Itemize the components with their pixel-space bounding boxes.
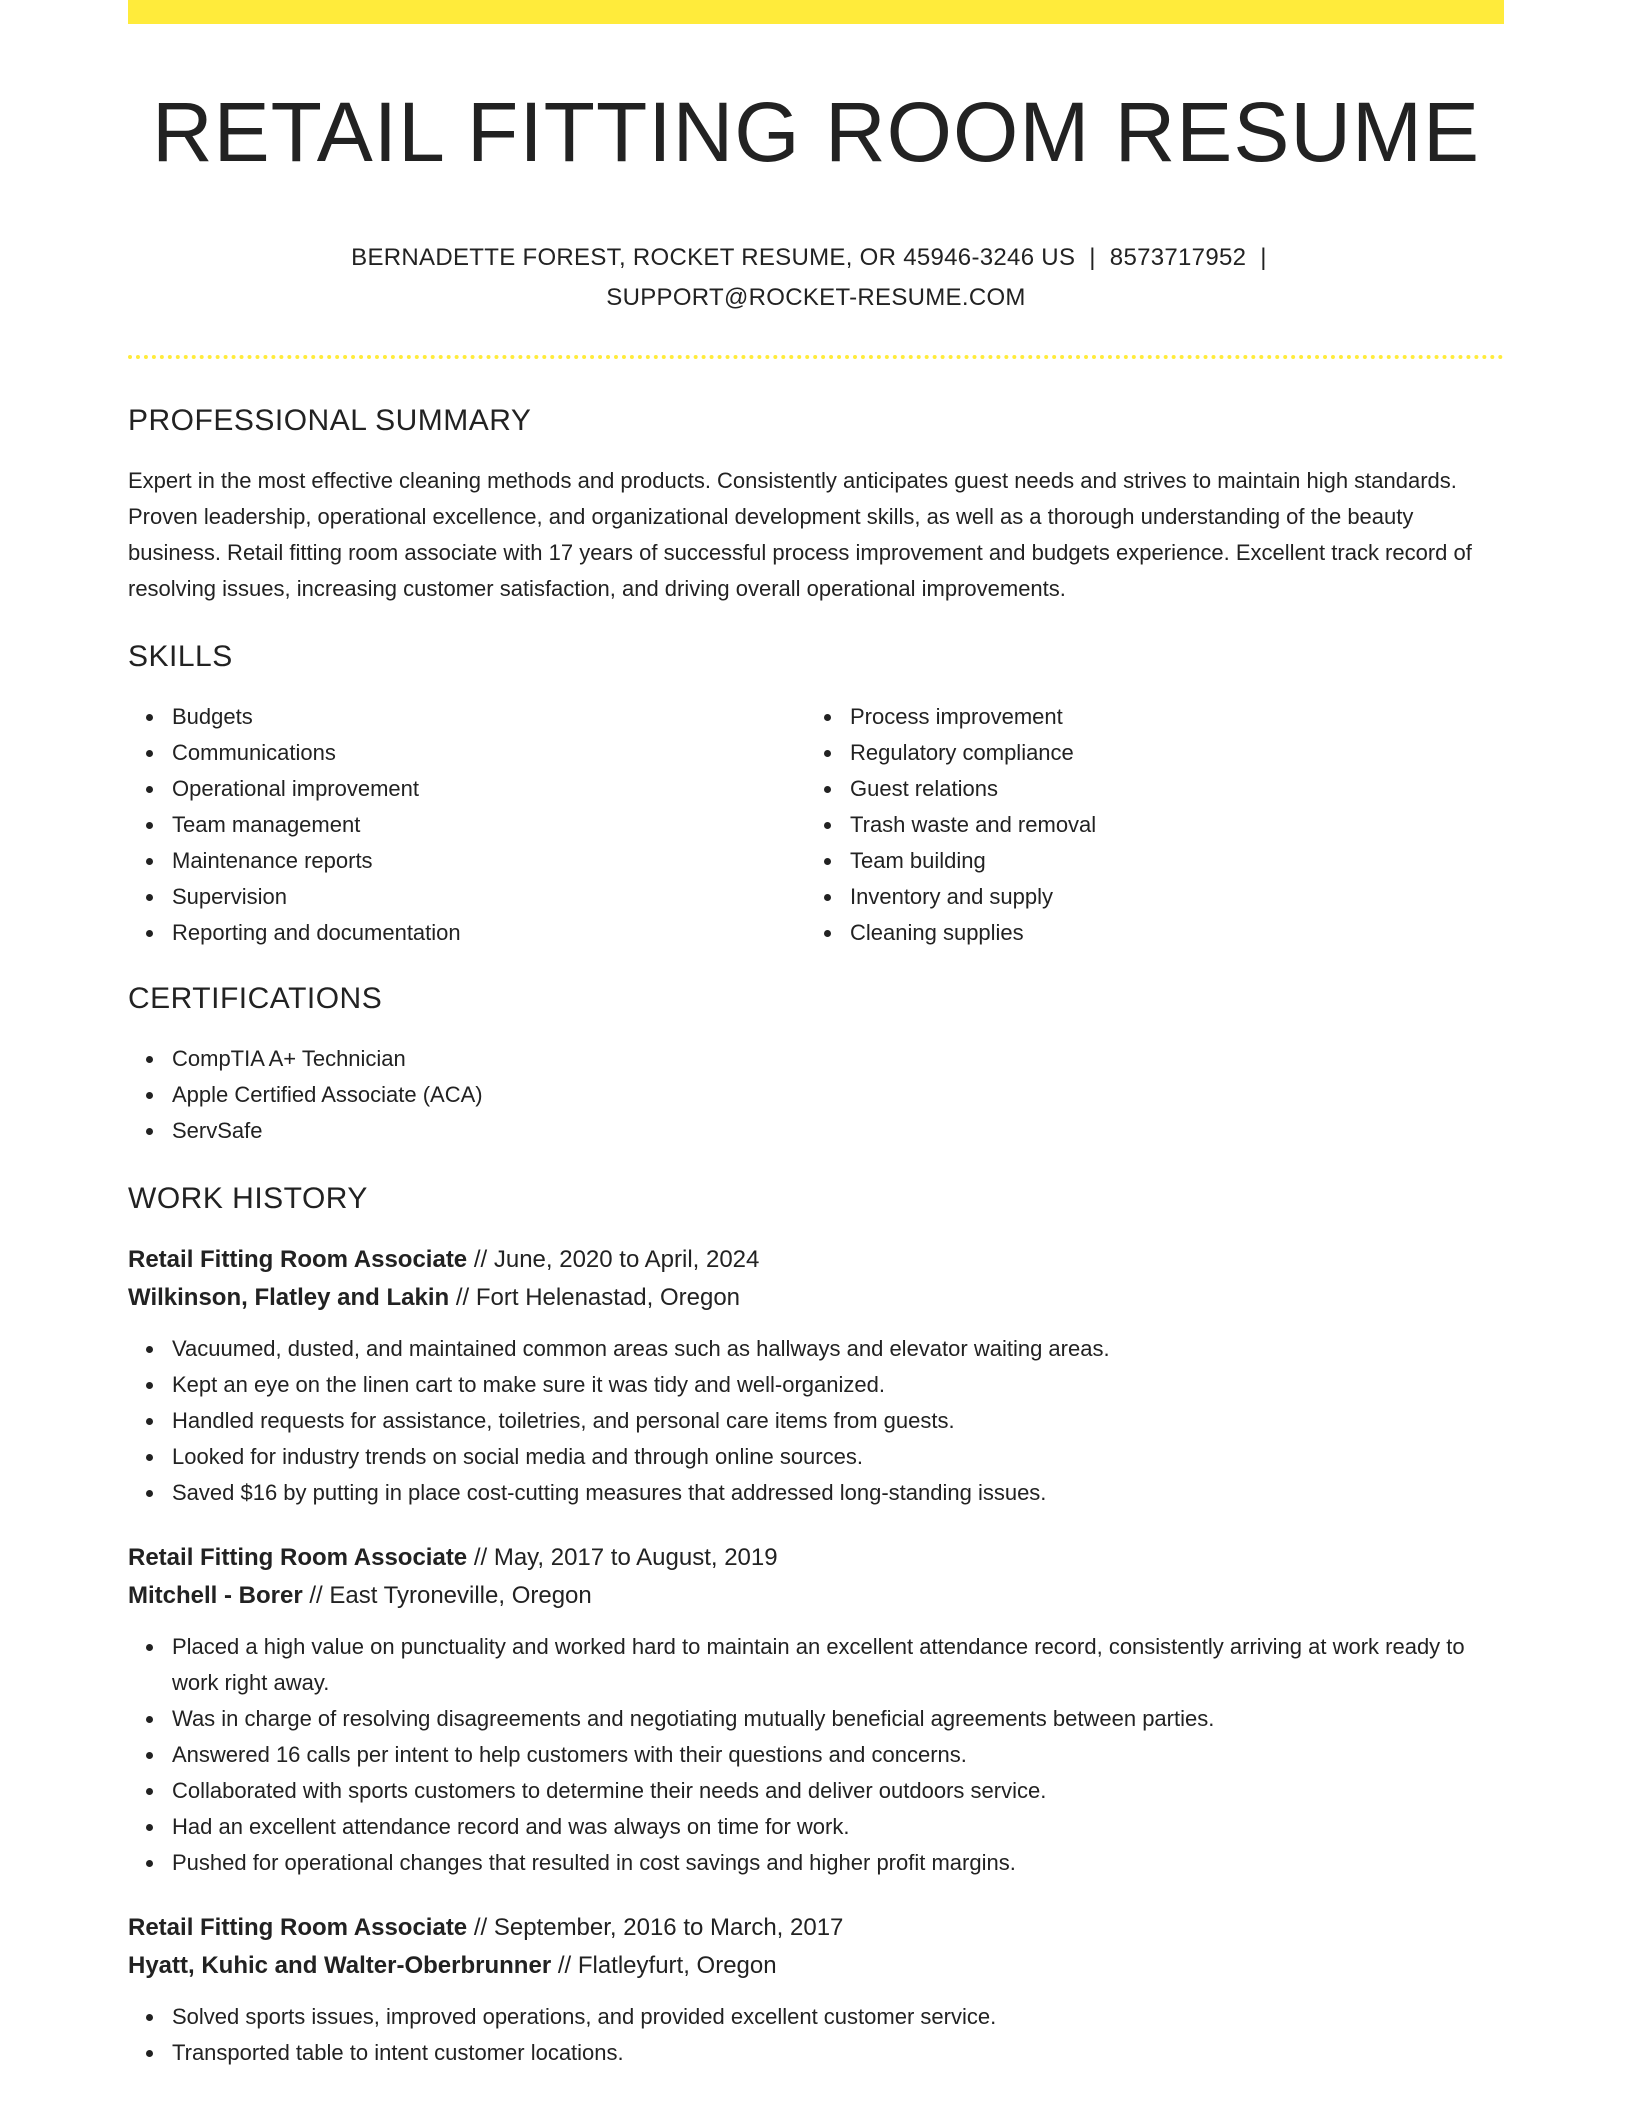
- job-title-line: [128, 1241, 1504, 1279]
- skill-item: Trash waste and removal: [850, 807, 1484, 843]
- job-dates: June, 2020 to April, 2024: [493, 1246, 760, 1274]
- job-bullet: Placed a high value on punctuality and worked hard to maintain an excellent attendance record, consistently arriving at work ready to work right away.: [172, 1629, 1504, 1701]
- contact-separator: |: [1089, 244, 1096, 272]
- skills-column-right: [806, 699, 1484, 951]
- job-company-line: [128, 1577, 1504, 1615]
- job-company: Hyatt, Kuhic and Walter-Oberbrunner: [128, 1952, 552, 1980]
- skill-item: Inventory and supply: [850, 879, 1484, 915]
- job-dates: May, 2017 to August, 2019: [493, 1544, 778, 1572]
- job-title: Retail Fitting Room Associate: [128, 1246, 468, 1274]
- skills-column-left: [128, 699, 806, 951]
- job-bullet: Kept an eye on the linen cart to make sure it was tidy and well-organized.: [172, 1367, 1504, 1403]
- job-bullet: Handled requests for assistance, toiletries, and personal care items from guests.: [172, 1403, 1504, 1439]
- certifications-section: [128, 979, 1504, 1149]
- certifications-list: [128, 1041, 1504, 1149]
- skills-section: [128, 637, 1504, 951]
- skill-item: Supervision: [172, 879, 806, 915]
- job-separator: //: [309, 1582, 323, 1610]
- job-bullet: Pushed for operational changes that resulted in cost savings and higher profit margins.: [172, 1845, 1504, 1881]
- job-title-line: [128, 1909, 1504, 1947]
- job-bullets: [128, 1999, 1504, 2071]
- section-heading-summary: PROFESSIONAL SUMMARY: [128, 404, 532, 438]
- job-entry: [128, 1539, 1504, 1881]
- certification-item: CompTIA A+ Technician: [172, 1041, 1504, 1077]
- job-separator: //: [557, 1952, 572, 1980]
- job-bullet: Collaborated with sports customers to determine their needs and deliver outdoors service.: [172, 1773, 1504, 1809]
- skill-item: Budgets: [172, 699, 806, 735]
- job-bullet: Had an excellent attendance record and was always on time for work.: [172, 1809, 1504, 1845]
- resume-page: [128, 0, 1504, 2112]
- job-entry: [128, 1909, 1504, 2071]
- contact-separator: |: [1260, 244, 1267, 272]
- job-bullet: Was in charge of resolving disagreements and negotiating mutually beneficial agreements between parties.: [172, 1701, 1504, 1737]
- job-separator: //: [473, 1544, 488, 1572]
- job-title-line: [128, 1539, 1504, 1577]
- contact-info: [316, 238, 1316, 318]
- dotted-divider: [128, 355, 1504, 359]
- job-dates: September, 2016 to March, 2017: [493, 1914, 844, 1942]
- job-company-line: [128, 1947, 1504, 1985]
- job-company: Mitchell - Borer: [128, 1582, 303, 1610]
- contact-address: BERNADETTE FOREST, ROCKET RESUME, OR 45946-3246 US: [351, 244, 1076, 272]
- job-location: Fort Helenastad, Oregon: [475, 1284, 741, 1312]
- job-entry: [128, 1241, 1504, 1511]
- job-bullet: Solved sports issues, improved operations, and provided excellent customer service.: [172, 1999, 1504, 2035]
- job-bullets: [128, 1629, 1504, 1881]
- job-title: Retail Fitting Room Associate: [128, 1544, 468, 1572]
- contact-email: SUPPORT@ROCKET-RESUME.COM: [606, 284, 1026, 312]
- certification-item: ServSafe: [172, 1113, 1504, 1149]
- job-bullet: Answered 16 calls per intent to help customers with their questions and concerns.: [172, 1737, 1504, 1773]
- job-title: Retail Fitting Room Associate: [128, 1914, 468, 1942]
- skill-item: Operational improvement: [172, 771, 806, 807]
- contact-phone: 8573717952: [1109, 244, 1247, 272]
- work-history-section: [128, 1179, 1504, 2071]
- summary-section: [128, 401, 1504, 607]
- skills-grid: [128, 699, 1504, 951]
- job-bullet: Looked for industry trends on social media and through online sources.: [172, 1439, 1504, 1475]
- job-separator: //: [473, 1914, 488, 1942]
- section-heading-certifications: CERTIFICATIONS: [128, 982, 383, 1016]
- job-bullet: Vacuumed, dusted, and maintained common areas such as hallways and elevator waiting areas.: [172, 1331, 1504, 1367]
- job-separator: //: [473, 1246, 488, 1274]
- job-location: East Tyroneville, Oregon: [329, 1582, 592, 1610]
- certification-item: Apple Certified Associate (ACA): [172, 1077, 1504, 1113]
- job-bullet: Transported table to intent customer locations.: [172, 2035, 1504, 2071]
- skill-item: Reporting and documentation: [172, 915, 806, 951]
- skill-item: Guest relations: [850, 771, 1484, 807]
- skill-item: Team building: [850, 843, 1484, 879]
- job-bullet: Saved $16 by putting in place cost-cutting measures that addressed long-standing issues.: [172, 1475, 1504, 1511]
- section-heading-skills: SKILLS: [128, 640, 233, 674]
- section-heading-work-history: WORK HISTORY: [128, 1182, 368, 1216]
- skill-item: Team management: [172, 807, 806, 843]
- accent-top-bar: [128, 0, 1504, 24]
- resume-title: RETAIL FITTING ROOM RESUME: [151, 85, 1481, 179]
- job-bullets: [128, 1331, 1504, 1511]
- skill-item: Maintenance reports: [172, 843, 806, 879]
- skill-item: Process improvement: [850, 699, 1484, 735]
- job-company: Wilkinson, Flatley and Lakin: [128, 1284, 450, 1312]
- skill-item: Regulatory compliance: [850, 735, 1484, 771]
- skill-item: Cleaning supplies: [850, 915, 1484, 951]
- job-company-line: [128, 1279, 1504, 1317]
- summary-text: Expert in the most effective cleaning methods and products. Consistently anticipates guest needs and strives to maintain high standards. Proven leadership, operational excellence, and organizational development skills, as well as a thorough understanding of the beauty business. Retail fitting room associate with 17 years of successful process improvement and budgets experience. Excellent track record of resolving issues, increasing customer satisfaction, and driving overall operational improvements.: [128, 468, 1472, 602]
- job-separator: //: [455, 1284, 470, 1312]
- skill-item: Communications: [172, 735, 806, 771]
- job-location: Flatleyfurt, Oregon: [577, 1952, 777, 1980]
